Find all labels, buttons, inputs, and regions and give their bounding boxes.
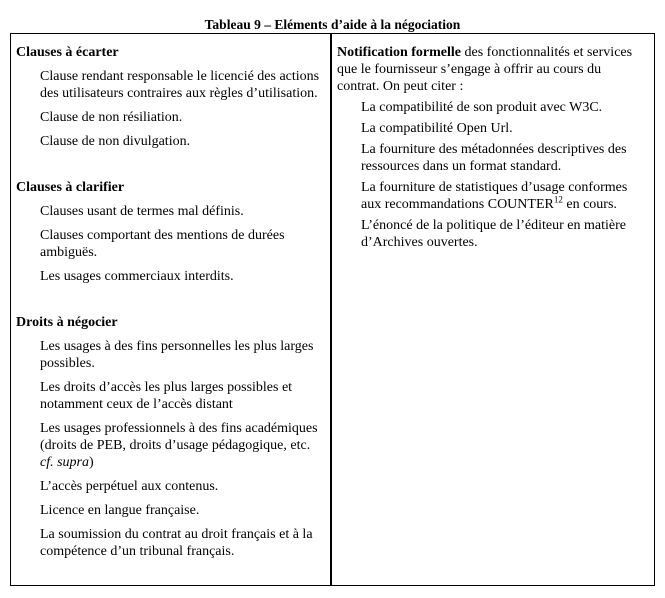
section-heading: Droits à négocier — [16, 315, 118, 330]
item-list — [16, 338, 326, 560]
left-column — [16, 44, 326, 567]
italic-reference: cf. supra — [40, 455, 89, 470]
section-clauses-a-ecarter — [16, 44, 326, 150]
list-item: Licence en langue française. — [40, 503, 200, 518]
item-text: Les usages professionnels à des fins académiques (droits de PEB, droits d’usage pédagogique, etc. — [40, 421, 318, 453]
section-clauses-a-clarifier — [16, 179, 326, 285]
list-item: L’énoncé de la politique de l’éditeur en matière d’Archives ouvertes. — [361, 218, 626, 250]
intro-text: des fonctionnalités et services que le fournisseur s’engage à offrir au cours du contrat. On peut citer : — [337, 45, 633, 94]
notification-intro — [337, 44, 645, 95]
list-item: L’accès perpétuel aux contenus. — [40, 479, 219, 494]
list-item: La compatibilité de son produit avec W3C. — [361, 100, 603, 115]
item-list — [16, 68, 326, 150]
list-item: Les usages commerciaux interdits. — [40, 269, 234, 284]
footnote-marker: 12 — [553, 194, 563, 205]
section-droits-a-negocier — [16, 314, 326, 560]
intro-bold: Notification formelle — [337, 45, 462, 60]
item-suffix: en cours. — [562, 197, 617, 212]
list-item: La compatibilité Open Url. — [361, 121, 513, 136]
list-item: La soumission du contrat au droit français et à la compétence d’un tribunal français. — [40, 527, 313, 559]
list-item: Clauses usant de termes mal définis. — [40, 204, 244, 219]
section-heading: Clauses à écarter — [16, 45, 119, 60]
list-item: Clause de non divulgation. — [40, 134, 191, 149]
item-text: La fourniture de statistiques d’usage conformes aux recommandations COUNTER — [361, 180, 628, 212]
item-list — [16, 203, 326, 285]
list-item: Clauses comportant des mentions de durées ambiguës. — [40, 228, 285, 260]
closing-paren: ) — [89, 455, 94, 470]
list-item: Les usages à des fins personnelles les plus larges possibles. — [40, 339, 314, 371]
column-divider — [330, 33, 332, 586]
list-item: Les droits d’accès les plus larges possibles et notamment ceux de l’accès distant — [40, 380, 293, 412]
table-caption: Tableau 9 – Eléments d’aide à la négociation — [204, 17, 461, 32]
list-item: Clause rendant responsable le licencié des actions des utilisateurs contraires aux règles d’utilisation. — [40, 69, 320, 101]
list-item — [16, 420, 326, 471]
list-item: La fourniture des métadonnées descriptives des ressources dans un format standard. — [361, 142, 627, 174]
list-item — [337, 179, 645, 213]
list-item: Clause de non résiliation. — [40, 110, 183, 125]
right-column — [337, 44, 645, 255]
section-heading: Clauses à clarifier — [16, 180, 125, 195]
feature-list — [337, 99, 645, 251]
